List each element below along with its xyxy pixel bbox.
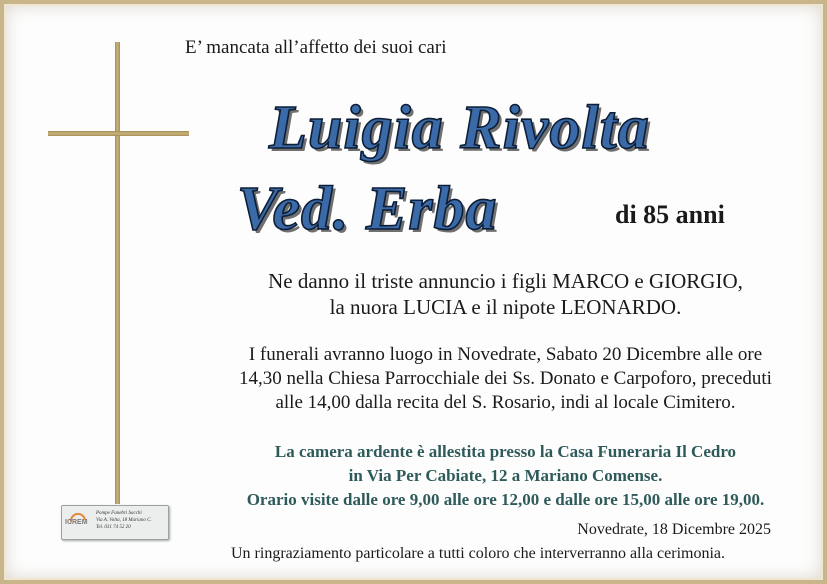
funeral-home-brand: ICREM <box>65 519 88 526</box>
cross-vertical-beam <box>115 42 120 504</box>
chapel-info-line: La camera ardente è allestita presso la Casa Funeraria Il Cedro <box>274 442 737 461</box>
funeral-home-line: Via A. Volta, 18 Mariano C. <box>96 518 152 523</box>
chapel-info-block <box>144 440 827 512</box>
thanks-text: Un ringraziamento particolare a tutti coloro che interverranno alla cerimonia. <box>231 545 725 562</box>
funeral-home-line: Tel. 031 74 52 20 <box>96 525 131 530</box>
chapel-info-line: Orario visite dalle ore 9,00 alle ore 12,00 e dalle ore 15,00 alle ore 19,00. <box>246 490 765 509</box>
funeral-details-line: 14,30 nella Chiesa Parrocchiale dei Ss. Donato e Carpoforo, preceduti <box>239 368 772 389</box>
deceased-name: Luigia Rivolta <box>269 94 650 162</box>
announcement-block <box>144 268 827 320</box>
funeral-details-line: alle 14,00 dalla recita del S. Rosario, indi al locale Cimitero. <box>275 392 736 413</box>
funeral-details-line: I funerali avranno luogo in Novedrate, Sabato 20 Dicembre alle ore <box>248 344 763 365</box>
funeral-home-line: Pompe Funebri Sacchi <box>96 511 142 516</box>
announcement-line: Ne danno il triste annuncio i figli MARCO e GIORGIO, <box>268 269 743 293</box>
announcement-line: la nuora LUCIA e il nipote LEONARDO. <box>329 295 682 319</box>
deceased-married-name: Ved. Erba <box>237 175 498 243</box>
funeral-home-logo <box>61 505 169 540</box>
intro-text: E’ mancata all’affetto dei suoi cari <box>185 37 447 58</box>
funeral-home-details <box>96 510 166 531</box>
age-text: di 85 anni <box>615 200 725 229</box>
place-date: Novedrate, 18 Dicembre 2025 <box>577 521 771 538</box>
funeral-details-block <box>144 343 827 415</box>
chapel-info-line: in Via Per Cabiate, 12 a Mariano Comense. <box>348 466 663 485</box>
cross-horizontal-beam <box>48 131 189 136</box>
